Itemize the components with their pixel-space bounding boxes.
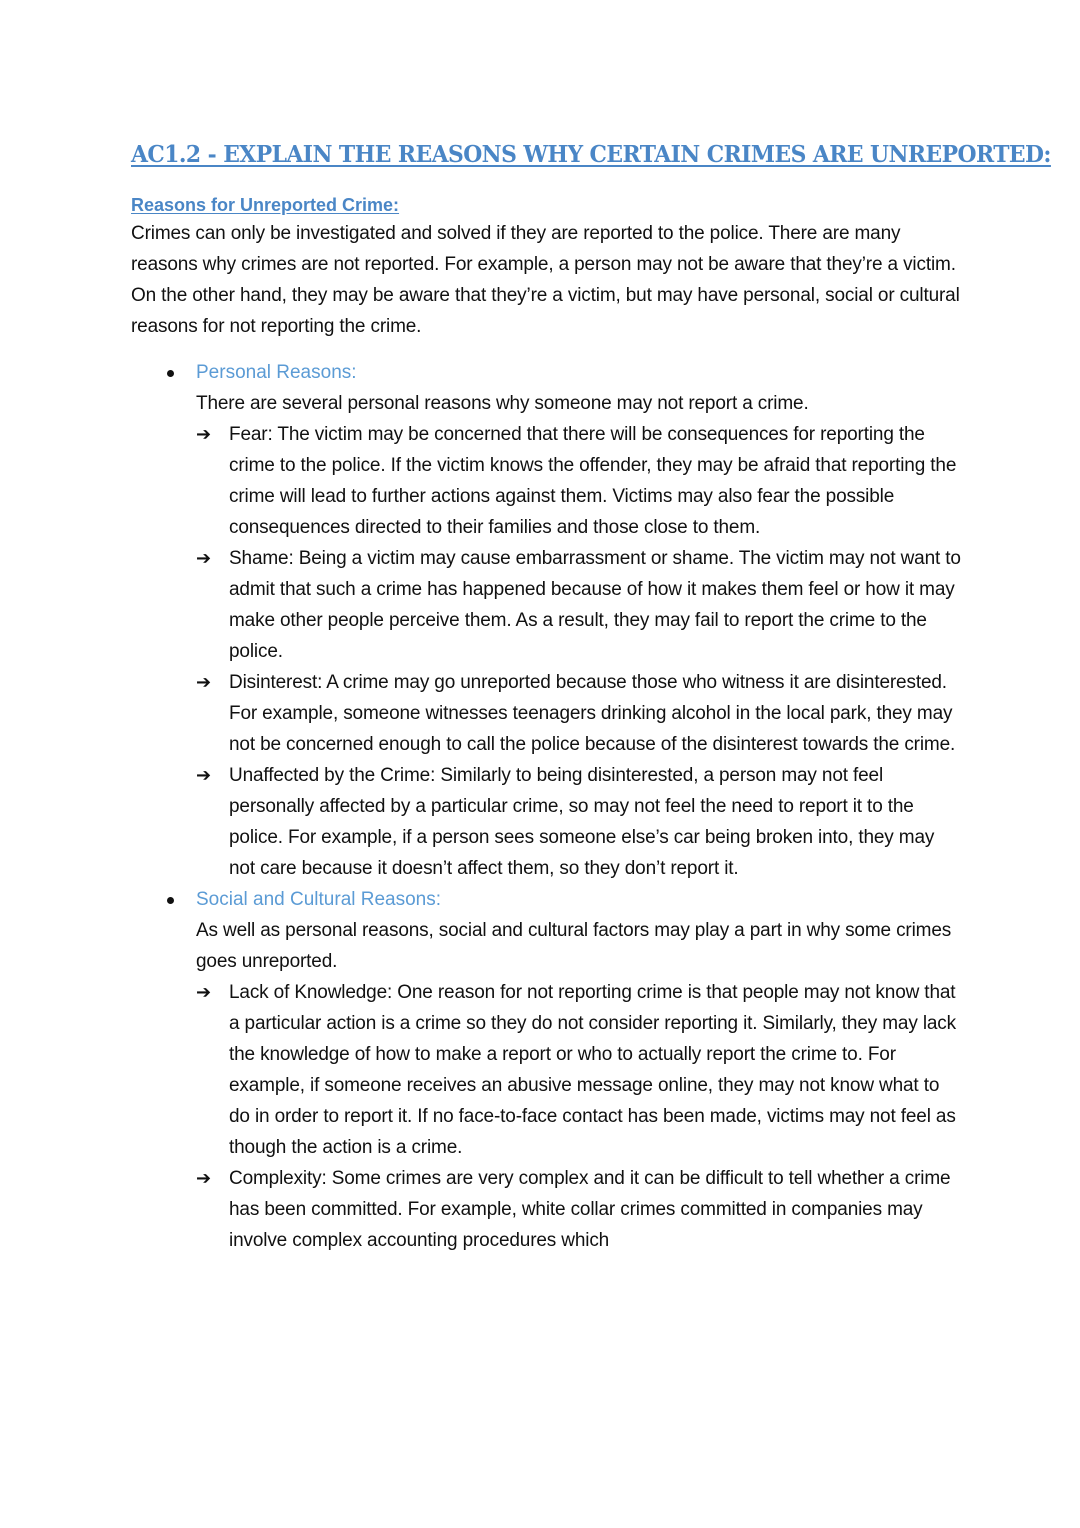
arrow-right-icon: ➔ xyxy=(196,1168,211,1189)
list-item-text: Complexity: Some crimes are very complex and it can be difficult to tell whether a crime has been committed. For example, white collar crimes committed in companies may involve complex accounting procedures which xyxy=(229,1168,951,1251)
section-personal-reasons xyxy=(131,357,961,884)
section-heading: Personal Reasons: xyxy=(196,362,357,383)
list-item xyxy=(196,1163,961,1256)
list-item-text: Lack of Knowledge: One reason for not reporting crime is that people may not know that a particular action is a crime so they do not consider reporting it. Similarly, they may lack the knowledge of how to make a report or who to actually report the crime to. For example, if someone receives an abusive message online, they may not know what to do in order to report it. If no face-to-face contact has been made, victims may not feel as though the action is a crime. xyxy=(229,982,957,1158)
bullet-dot-icon xyxy=(167,370,174,377)
list-item xyxy=(196,667,961,760)
document-page xyxy=(131,132,1051,1256)
arrow-right-icon: ➔ xyxy=(196,424,211,445)
section-social-cultural-reasons xyxy=(131,884,961,1256)
list-item-text: Unaffected by the Crime: Similarly to being disinterested, a person may not feel personally affected by a particular crime, so may not feel the need to report it to the police. For example, if a person sees someone else’s car being broken into, they may not care because it doesn’t affect them, so they don’t report it. xyxy=(229,765,935,879)
intro-paragraph: Crimes can only be investigated and solved if they are reported to the police. There are many reasons why crimes are not reported. For example, a person may not be aware that they’re a victim. On the other hand, they may be aware that they’re a victim, but may have personal, social or cultural reasons for not reporting the crime. xyxy=(131,223,960,337)
arrow-right-icon: ➔ xyxy=(196,548,211,569)
list-item xyxy=(196,760,961,884)
list-item-text: Fear: The victim may be concerned that there will be consequences for reporting the crime to the police. If the victim knows the offender, they may be afraid that reporting the crime will lead to further actions against them. Victims may also fear the possible consequences directed to their families and those close to them. xyxy=(229,424,957,538)
section-intro: As well as personal reasons, social and cultural factors may play a part in why some crimes goes unreported. xyxy=(196,920,952,972)
list-item xyxy=(196,543,961,667)
arrow-right-icon: ➔ xyxy=(196,765,211,786)
list-item xyxy=(196,977,961,1163)
section-heading: Social and Cultural Reasons: xyxy=(196,889,442,910)
list-item-text: Disinterest: A crime may go unreported because those who witness it are disinterested. For example, someone witnesses teenagers drinking alcohol in the local park, they may not be concerned enough to call the police because of the disinterest towards the crime. xyxy=(229,672,956,755)
section-intro: There are several personal reasons why someone may not report a crime. xyxy=(196,393,809,414)
list-item-text: Shame: Being a victim may cause embarrassment or shame. The victim may not want to admit that such a crime has happened because of how it makes them feel or how it may make other people perceive them. As a result, they may fail to report the crime to the police. xyxy=(229,548,961,662)
list-item xyxy=(196,419,961,543)
arrow-right-icon: ➔ xyxy=(196,672,211,693)
arrow-right-icon: ➔ xyxy=(196,982,211,1003)
bullet-dot-icon xyxy=(167,897,174,904)
page-title: AC1.2 - EXPLAIN THE REASONS WHY CERTAIN CRIMES ARE UNREPORTED: xyxy=(131,140,1051,168)
subheading: Reasons for Unreported Crime: xyxy=(131,195,400,215)
